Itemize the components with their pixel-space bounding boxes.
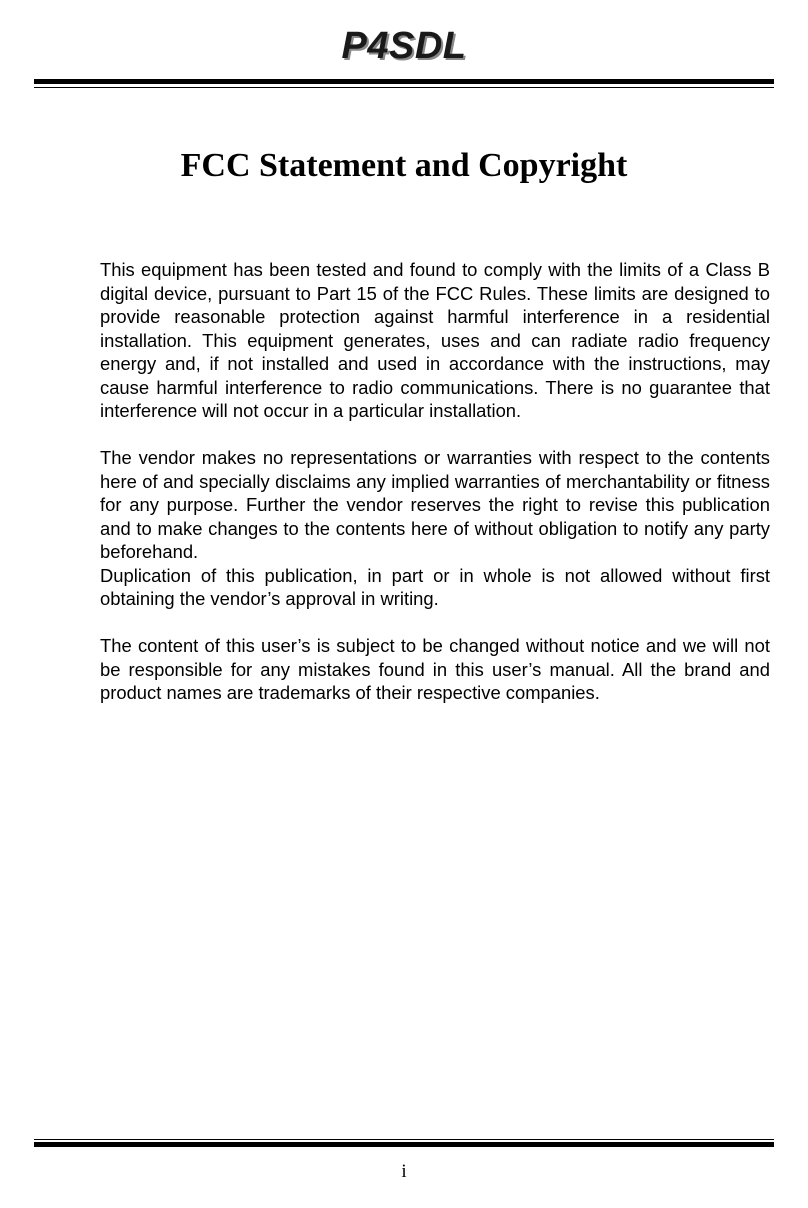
page-number: i [401, 1161, 407, 1182]
paragraph-duplication-notice: Duplication of this publication, in part or in whole is not allowed without first obtaining the vendor’s approval in writing. [100, 564, 770, 609]
paragraph-warranty-disclaimer: The vendor makes no representations or warranties with respect to the contents here of and specially disclaims any implied warranties of merchantability or fitness for any purpose. Further the vendor reserves the right to revise this publication and to make changes to the contents here of without obligation to notify any party beforehand. [100, 447, 770, 562]
paragraph-content-notice: The content of this user’s is subject to be changed without notice and we will not be responsible for any mistakes found in this user’s manual. All the brand and product names are trademarks of their respective companies. [100, 635, 770, 703]
header-rule-thick [34, 79, 774, 84]
footer-rule-thin [34, 1139, 774, 1140]
body-text [100, 258, 770, 705]
footer-rule-thick [34, 1142, 774, 1147]
page-heading: FCC Statement and Copyright [180, 147, 628, 184]
product-title: P4SDL [341, 25, 467, 67]
paragraph-fcc-compliance: This equipment has been tested and found to comply with the limits of a Class B digital device, pursuant to Part 15 of the FCC Rules. These limits are designed to provide reasonable protection against harmful interference in a residential installation. This equipment generates, uses and can radiate radio frequency energy and, if not installed and used in accordance with the instructions, may cause harmful interference to radio communications. There is no guarantee that interference will not occur in a particular installation. [100, 259, 770, 421]
header-rule-thin [34, 87, 774, 88]
